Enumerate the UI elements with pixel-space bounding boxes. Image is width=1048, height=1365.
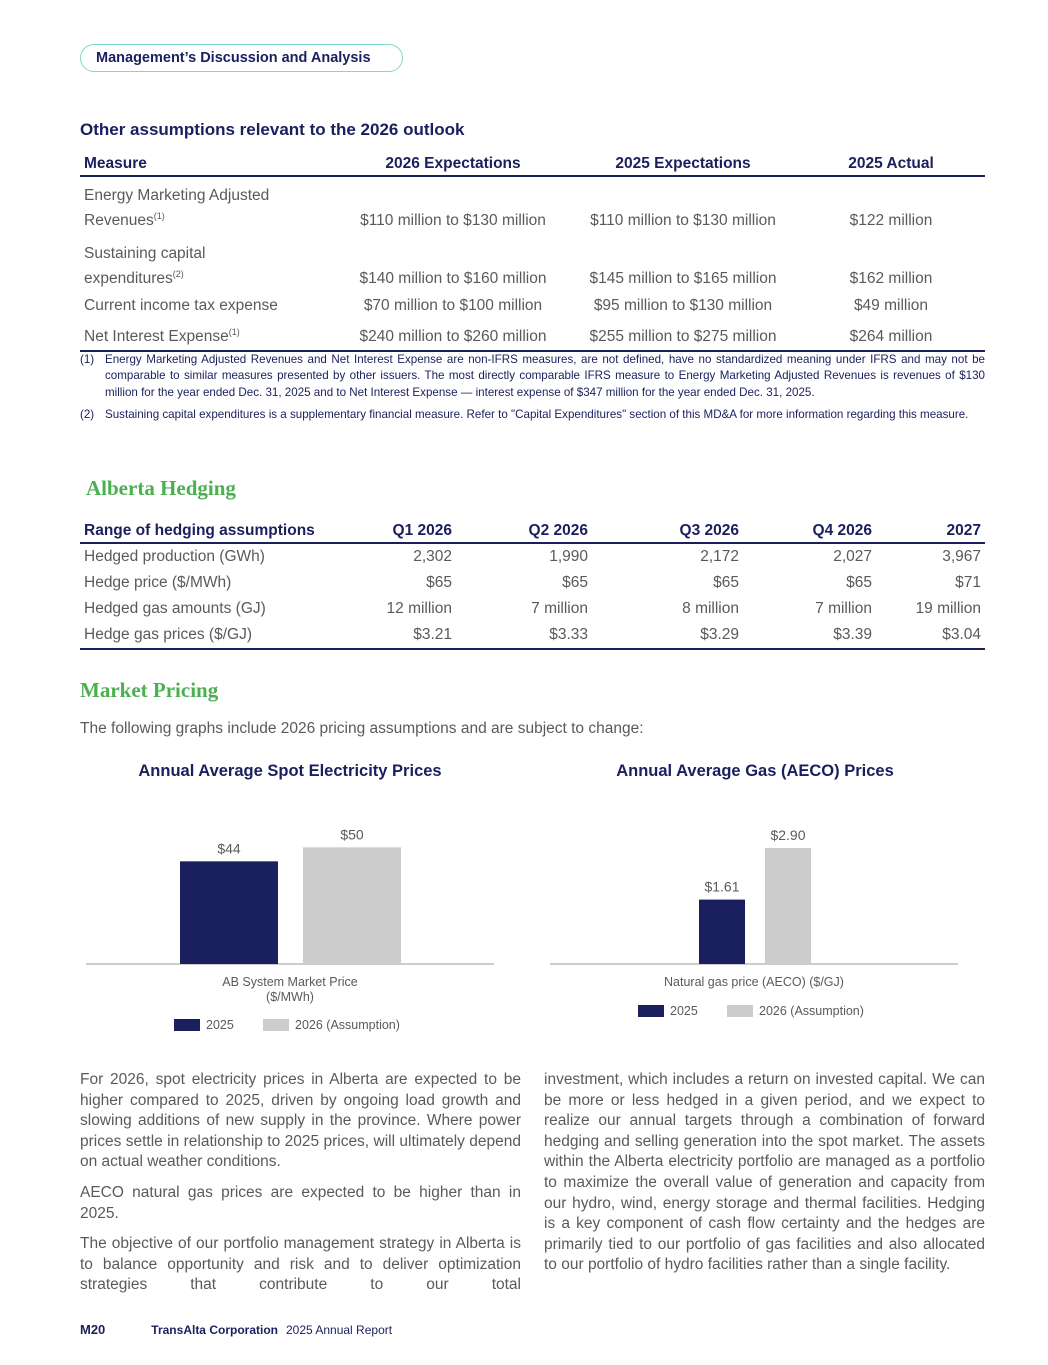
cell-2025-actual: $162 million (849, 270, 933, 287)
table-cell: 2,172 (700, 547, 739, 565)
table-row (80, 543, 985, 570)
table-cell: 2,027 (833, 547, 872, 565)
legend-swatch (638, 1005, 664, 1017)
measure-line1: Energy Marketing Adjusted (84, 187, 270, 204)
body-left-column (80, 1070, 521, 1306)
gas-price-chart (550, 800, 960, 1040)
col-header-q3-2026: Q3 2026 (592, 519, 743, 543)
row-label: Hedge gas prices ($/GJ) (80, 623, 346, 650)
table-row (80, 292, 985, 319)
outlook-title: Other assumptions relevant to the 2026 outlook (80, 120, 465, 139)
cell-2026-expectations: $70 million to $100 million (363, 297, 543, 314)
cell-2025-actual: $122 million (849, 212, 933, 229)
measure-cell (80, 234, 337, 292)
table-cell: 8 million (682, 600, 739, 618)
footnote-text: Energy Marketing Adjusted Revenues and Net Interest Expense are non-IFRS measures, are not defined, have no standardized meaning under IFRS and may not be comparable to similar measures presented by other issuers. The most directly comparable IFRS measure to Energy Marketing Adjusted Revenues is revenues of $130 million for the year ended Dec. 31, 2025 and to Net Interest Expense — interest expense of $347 million for the year ended Dec. 31, 2025. (105, 353, 985, 399)
footnote-number: (2) (80, 407, 95, 421)
legend-swatch (174, 1019, 200, 1031)
footnotes (80, 352, 985, 429)
table-row (80, 596, 985, 623)
cell-2025-expectations: $95 million to $130 million (593, 297, 773, 314)
table-row (80, 234, 985, 292)
chart-title-gas: Annual Average Gas (AECO) Prices (616, 762, 894, 780)
table-row (80, 570, 985, 597)
table-cell: 12 million (386, 600, 452, 618)
legend-label: 2026 (Assumption) (295, 1018, 400, 1032)
page-number: M20 (80, 1322, 106, 1337)
footnote-ref: (2) (172, 269, 184, 279)
measure-cell (80, 176, 337, 234)
data-label: $44 (217, 840, 241, 857)
legend-label: 2026 (Assumption) (759, 1004, 864, 1018)
outlook-header-row (80, 152, 985, 176)
measure-cell (80, 292, 337, 319)
table-cell: 1,990 (549, 547, 588, 565)
table-cell: $65 (426, 573, 452, 591)
table-cell: 7 million (815, 600, 872, 618)
col-header-measure: Measure (80, 152, 337, 176)
hedging-title: Alberta Hedging (86, 476, 236, 500)
col-header-q1-2026: Q1 2026 (346, 519, 456, 543)
footnote (80, 352, 985, 401)
col-header-q2-2026: Q2 2026 (456, 519, 592, 543)
cell-2025-actual: $49 million (853, 297, 929, 314)
row-label: Hedged gas amounts (GJ) (84, 600, 266, 618)
table-cell: $65 (846, 573, 872, 591)
legend-swatch (263, 1019, 289, 1031)
table-cell: $71 (955, 573, 981, 591)
col-header-2025-actual: 2025 Actual (797, 152, 985, 176)
row-label: Hedge price ($/MWh) (84, 573, 232, 591)
table-row (80, 319, 985, 351)
col-header-2026-expectations: 2026 Expectations (337, 152, 569, 176)
data-label: $2.90 (770, 827, 806, 843)
footnote-ref: (1) (153, 211, 165, 221)
table-row (80, 623, 985, 650)
measure-cell (80, 319, 337, 351)
market-intro: The following graphs include 2026 pricing assumptions and are subject to change: (80, 720, 644, 737)
table-cell: $3.04 (876, 623, 985, 650)
table-cell: 7 million (531, 600, 588, 618)
body-right-column (544, 1070, 985, 1286)
footnote (80, 407, 985, 423)
bar-2026-assumption (765, 848, 811, 964)
table-row (80, 176, 985, 234)
outlook-table (80, 152, 985, 352)
table-cell: $3.21 (346, 623, 456, 650)
chart-title-electricity: Annual Average Spot Electricity Prices (138, 762, 442, 780)
measure-line2: expenditures (84, 270, 173, 287)
x-axis-label: AB System Market Price (222, 975, 358, 989)
cell-2025-expectations: $255 million to $275 million (569, 319, 797, 351)
footer-report: 2025 Annual Report (285, 1323, 393, 1337)
table-cell: $65 (713, 573, 739, 591)
cell-2026-expectations: $240 million to $260 million (337, 319, 569, 351)
table-cell: $65 (562, 573, 588, 591)
bar-2025 (699, 900, 745, 964)
page-footer (80, 1322, 392, 1337)
paragraph: investment, which includes a return on invested capital. We can be more or less hedged in a given period, and we expect to realize our annual targets through a combination of forward hedging and selling generation into the spot market. The assets within the Alberta electricity portfolio are managed as a portfolio to maximize the overall value of generation and capacity from our hydro, wind, energy storage and thermal facilities. Hedging is a key component of cash flow certainty and the hedges are primarily tied to our portfolio of gas facilities and also allocated to our portfolio of hydro facilities rather than a single facility. (544, 1071, 985, 1274)
cell-2026-expectations: $110 million to $130 million (360, 212, 546, 229)
legend-label: 2025 (670, 1004, 698, 1018)
row-label: Hedged production (GWh) (84, 547, 265, 565)
bar-2025 (180, 861, 278, 964)
section-header-label: Management’s Discussion and Analysis (96, 50, 371, 66)
paragraph: AECO natural gas prices are expected to be higher than in 2025. (80, 1183, 521, 1222)
x-axis-label: ($/MWh) (266, 990, 314, 1004)
measure-line1: Sustaining capital (84, 245, 206, 262)
hedging-header-row (80, 519, 985, 543)
table-cell: 19 million (915, 600, 981, 618)
table-cell: 2,302 (413, 547, 452, 565)
paragraph: The objective of our portfolio management strategy in Alberta is to balance opportunity and risk and to deliver optimization strategies that contribute to our total (80, 1235, 521, 1294)
data-label: $50 (340, 826, 364, 843)
table-cell: $3.29 (592, 623, 743, 650)
measure-line1: Current income tax expense (84, 297, 278, 314)
table-cell: $3.39 (743, 623, 876, 650)
col-header-2027: 2027 (876, 519, 985, 543)
data-label: $1.61 (704, 878, 740, 895)
col-header-q4-2026: Q4 2026 (743, 519, 876, 543)
measure-line2: Revenues (84, 212, 154, 229)
cell-2025-actual: $264 million (797, 319, 985, 351)
cell-2025-expectations: $145 million to $165 million (589, 270, 777, 287)
footnote-text: Sustaining capital expenditures is a supplementary financial measure. Refer to "Capital Expenditures" section of this MD&A for more information regarding this measure. (105, 407, 969, 421)
cell-2025-expectations: $110 million to $130 million (590, 212, 776, 229)
col-header-range: Range of hedging assumptions (80, 519, 346, 543)
section-header-pill (80, 44, 403, 72)
footer-company: TransAlta Corporation (151, 1323, 278, 1337)
bar-2026-assumption (303, 847, 401, 964)
footnote-ref: (1) (228, 327, 240, 337)
measure-line1: Net Interest Expense (84, 328, 229, 345)
x-axis-label: Natural gas price (AECO) ($/GJ) (664, 975, 844, 989)
col-header-2025-expectations: 2025 Expectations (569, 152, 797, 176)
legend-label: 2025 (206, 1018, 234, 1032)
legend-swatch (727, 1005, 753, 1017)
table-cell: 3,967 (942, 547, 981, 565)
market-title: Market Pricing (80, 678, 219, 702)
table-cell: $3.33 (456, 623, 592, 650)
footnote-number: (1) (80, 353, 95, 366)
cell-2026-expectations: $140 million to $160 million (359, 270, 547, 287)
paragraph: For 2026, spot electricity prices in Alberta are expected to be higher compared to 2025, driven by ongoing load growth and slowing additions of new supply in the province. Where power prices settle in relationship to 2025 prices, will ultimately depend on actual weather conditions. (80, 1071, 521, 1171)
hedging-table (80, 519, 985, 650)
electricity-price-chart (86, 800, 496, 1040)
